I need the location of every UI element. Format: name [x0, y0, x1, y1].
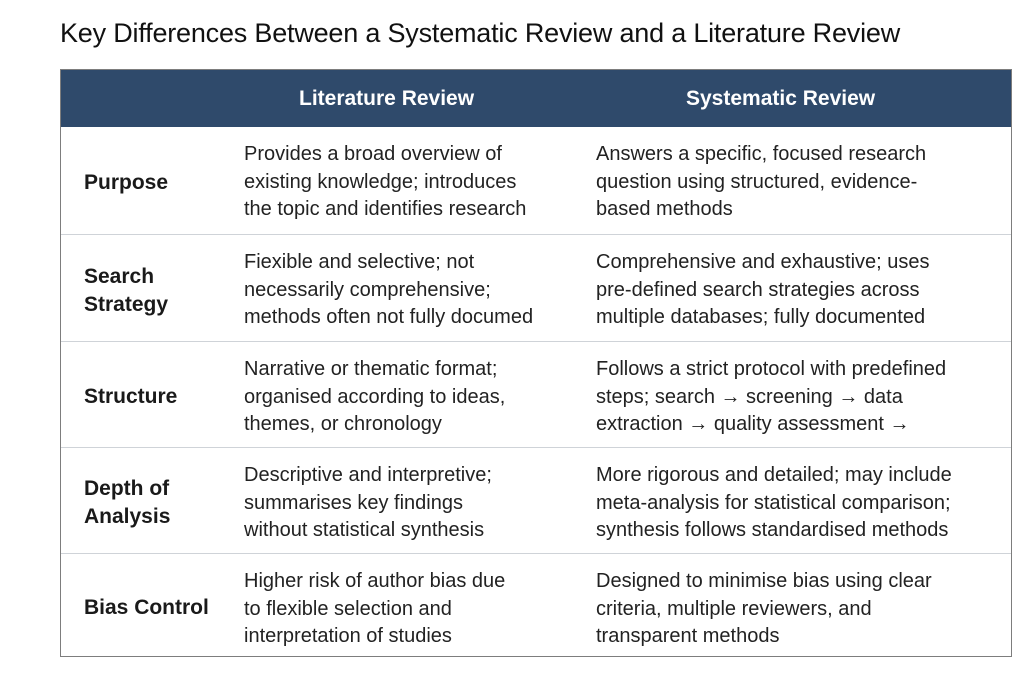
cell-line: Comprehensive and exhaustive; uses: [596, 251, 930, 273]
cell-line: More rigorous and detailed; may include: [596, 464, 952, 486]
row-label-line: Analysis: [84, 505, 171, 528]
cell-line: organised according to ideas,: [244, 385, 506, 408]
cell-line: criteria, multiple reviewers, and: [596, 597, 872, 620]
literature-cell: [244, 141, 526, 224]
cell-line: multiple databases; fully documented: [596, 306, 926, 328]
systematic-cell: [596, 568, 932, 651]
cell-line: existing knowledge; introduces: [244, 170, 517, 193]
cell-line: without statistical synthesis: [244, 519, 485, 541]
cell-line: interpretation of studies: [244, 625, 452, 647]
systematic-cell: [596, 249, 930, 332]
cell-line: Fiexible and selective; not: [244, 251, 475, 273]
cell-line: Follows a strict protocol with predefined: [596, 358, 947, 380]
table-row: [61, 341, 1011, 448]
comparison-table: [60, 69, 1012, 657]
cell-line: Answers a specific, focused research: [596, 143, 927, 165]
systematic-cell: [596, 356, 946, 439]
cell-line: synthesis follows standardised methods: [596, 519, 949, 541]
cell-line: based methods: [596, 198, 733, 220]
cell-line: necessarily comprehensive;: [244, 278, 491, 301]
cell-line: Narrative or thematic format;: [244, 358, 498, 380]
row-label: [84, 475, 170, 531]
table-row: [61, 127, 1011, 234]
header-literature-review: Literature Review: [299, 87, 475, 110]
cell-line: Higher risk of author bias due: [244, 570, 506, 592]
row-label-line: Strategy: [84, 292, 169, 316]
row-label-line: Structure: [84, 385, 178, 408]
cell-line: themes, or chronology: [244, 413, 442, 435]
cell-line: summarises key findings: [244, 491, 463, 514]
literature-cell: [244, 356, 505, 439]
cell-line: question using structured, evidence-: [596, 170, 918, 193]
cell-line: pre-defined search strategies across: [596, 278, 920, 301]
row-label-line: Purpose: [84, 170, 169, 194]
cell-line: methods often not fully documed: [244, 306, 534, 328]
cell-line: to flexible selection and: [244, 597, 452, 620]
row-label-line: Search: [84, 264, 155, 288]
systematic-cell: [596, 462, 952, 545]
systematic-cell: [596, 141, 926, 224]
row-label-line: Bias Control: [84, 596, 209, 619]
header-systematic-review: Systematic Review: [686, 87, 876, 110]
row-label-line: Depth of: [84, 477, 170, 500]
literature-cell: [244, 249, 533, 332]
cell-line: steps; search → screening → data: [596, 385, 903, 408]
cell-line: transparent methods: [596, 625, 780, 647]
row-label: [84, 169, 168, 197]
cell-line: Provides a broad overview of: [244, 143, 502, 165]
cell-line: Descriptive and interpretive;: [244, 464, 492, 486]
table-row: [61, 234, 1011, 342]
table-row: [61, 447, 1011, 554]
literature-cell: [244, 462, 492, 545]
cell-line: Designed to minimise bias using clear: [596, 570, 932, 592]
row-label: [84, 594, 209, 622]
cell-line: extraction → quality assessment →: [596, 413, 910, 435]
cell-line: the topic and identifies research: [244, 198, 527, 220]
page-title: Key Differences Between a Systematic Review and a Literature Review: [60, 18, 901, 48]
table-header: [61, 70, 1011, 127]
literature-cell: [244, 568, 505, 651]
table-row: [61, 553, 1011, 658]
cell-line: meta-analysis for statistical comparison;: [596, 491, 951, 514]
row-label: [84, 263, 168, 319]
row-label: [84, 383, 177, 411]
